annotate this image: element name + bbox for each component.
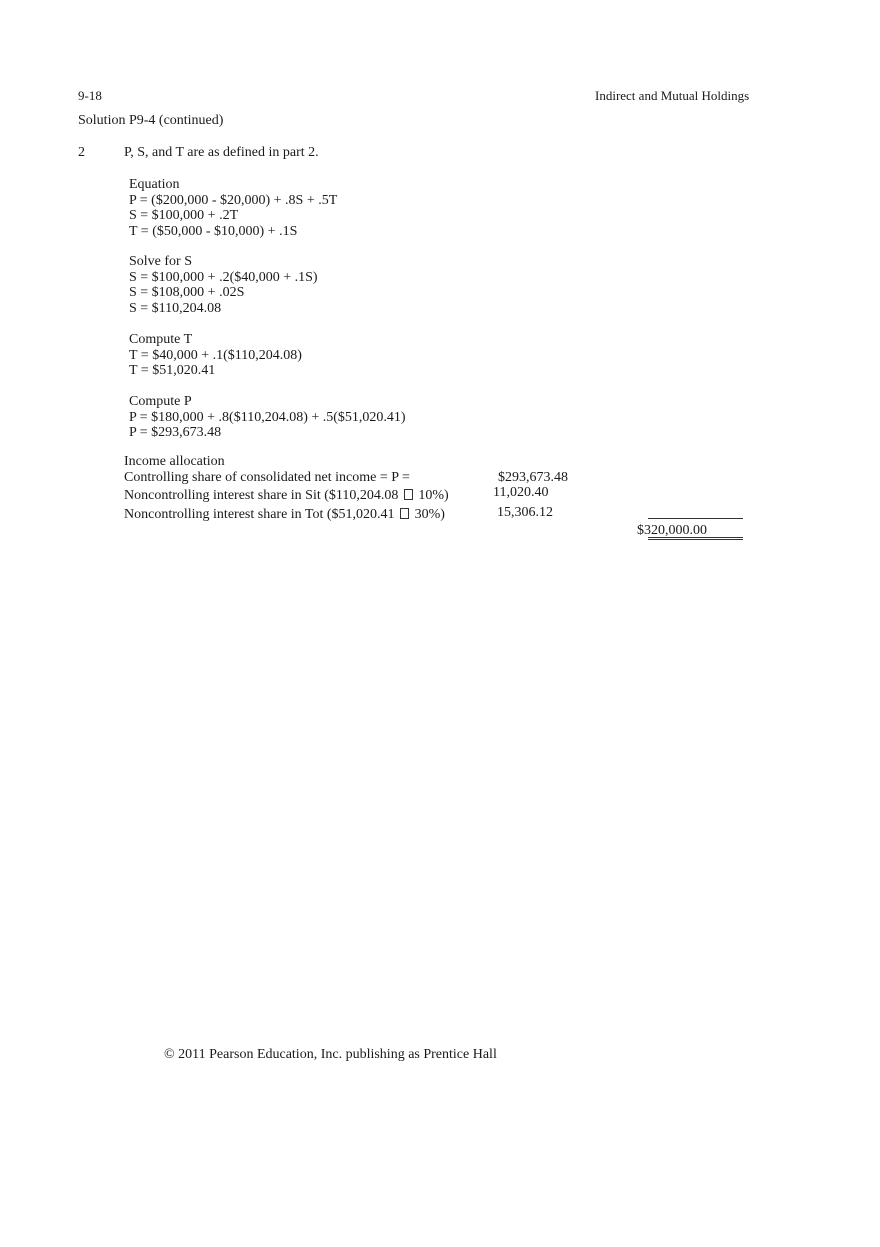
compute-t-line: T = $51,020.41 — [129, 363, 216, 378]
income-allocation-title: Income allocation — [124, 454, 225, 469]
compute-p-title: Compute P — [129, 394, 192, 409]
allocation-row-label — [124, 489, 449, 503]
allocation-label-part: Noncontrolling interest share in Tot ($51,020.41 — [124, 507, 399, 522]
equation-block — [129, 177, 337, 239]
equation-line: T = ($50,000 - $10,000) + .1S — [129, 223, 298, 239]
allocation-row-label — [124, 508, 445, 522]
solution-heading: Solution P9-4 (continued) — [78, 113, 224, 128]
page-number: 9-18 — [78, 88, 102, 103]
compute-p-line: P = $180,000 + .8($110,204.08) + .5($51,020.41) — [129, 409, 406, 425]
allocation-label-part: 30%) — [411, 507, 445, 522]
total-double-rule — [648, 537, 743, 538]
solve-s-block — [129, 254, 318, 316]
compute-t-line: T = $40,000 + .1($110,204.08) — [129, 347, 302, 363]
compute-p-line: P = $293,673.48 — [129, 425, 222, 440]
chapter-title: Indirect and Mutual Holdings — [595, 88, 750, 103]
solve-s-line: S = $108,000 + .02S — [129, 285, 245, 300]
part-intro: P, S, and T are as defined in part 2. — [124, 145, 319, 160]
subtotal-rule — [648, 518, 743, 519]
multiply-symbol-icon — [400, 508, 409, 519]
equation-line: S = $100,000 + .2T — [129, 208, 239, 223]
equation-line: P = ($200,000 - $20,000) + .8S + .5T — [129, 192, 338, 208]
allocation-label-part: Noncontrolling interest share in Sit ($110,204.08 — [124, 488, 402, 503]
allocation-total: $320,000.00 — [637, 523, 707, 538]
allocation-label-part: 10%) — [414, 488, 449, 503]
solve-s-title: Solve for S — [129, 254, 192, 269]
solve-s-line: S = $100,000 + .2($40,000 + .1S) — [129, 269, 318, 285]
multiply-symbol-icon — [404, 489, 413, 500]
compute-p-block — [129, 394, 406, 441]
compute-t-title: Compute T — [129, 332, 193, 347]
compute-t-block — [129, 332, 302, 379]
copyright-footer: © 2011 Pearson Education, Inc. publishing as Prentice Hall — [164, 1047, 497, 1062]
equation-title: Equation — [129, 177, 180, 192]
allocation-row-amount: $293,673.48 — [498, 470, 568, 485]
allocation-row-label: Controlling share of consolidated net income = P = — [124, 470, 410, 485]
allocation-row-amount: 11,020.40 — [493, 485, 549, 500]
part-number: 2 — [78, 145, 85, 160]
solve-s-line: S = $110,204.08 — [129, 300, 222, 316]
total-double-rule — [648, 539, 743, 540]
allocation-row-amount: 15,306.12 — [497, 505, 553, 520]
